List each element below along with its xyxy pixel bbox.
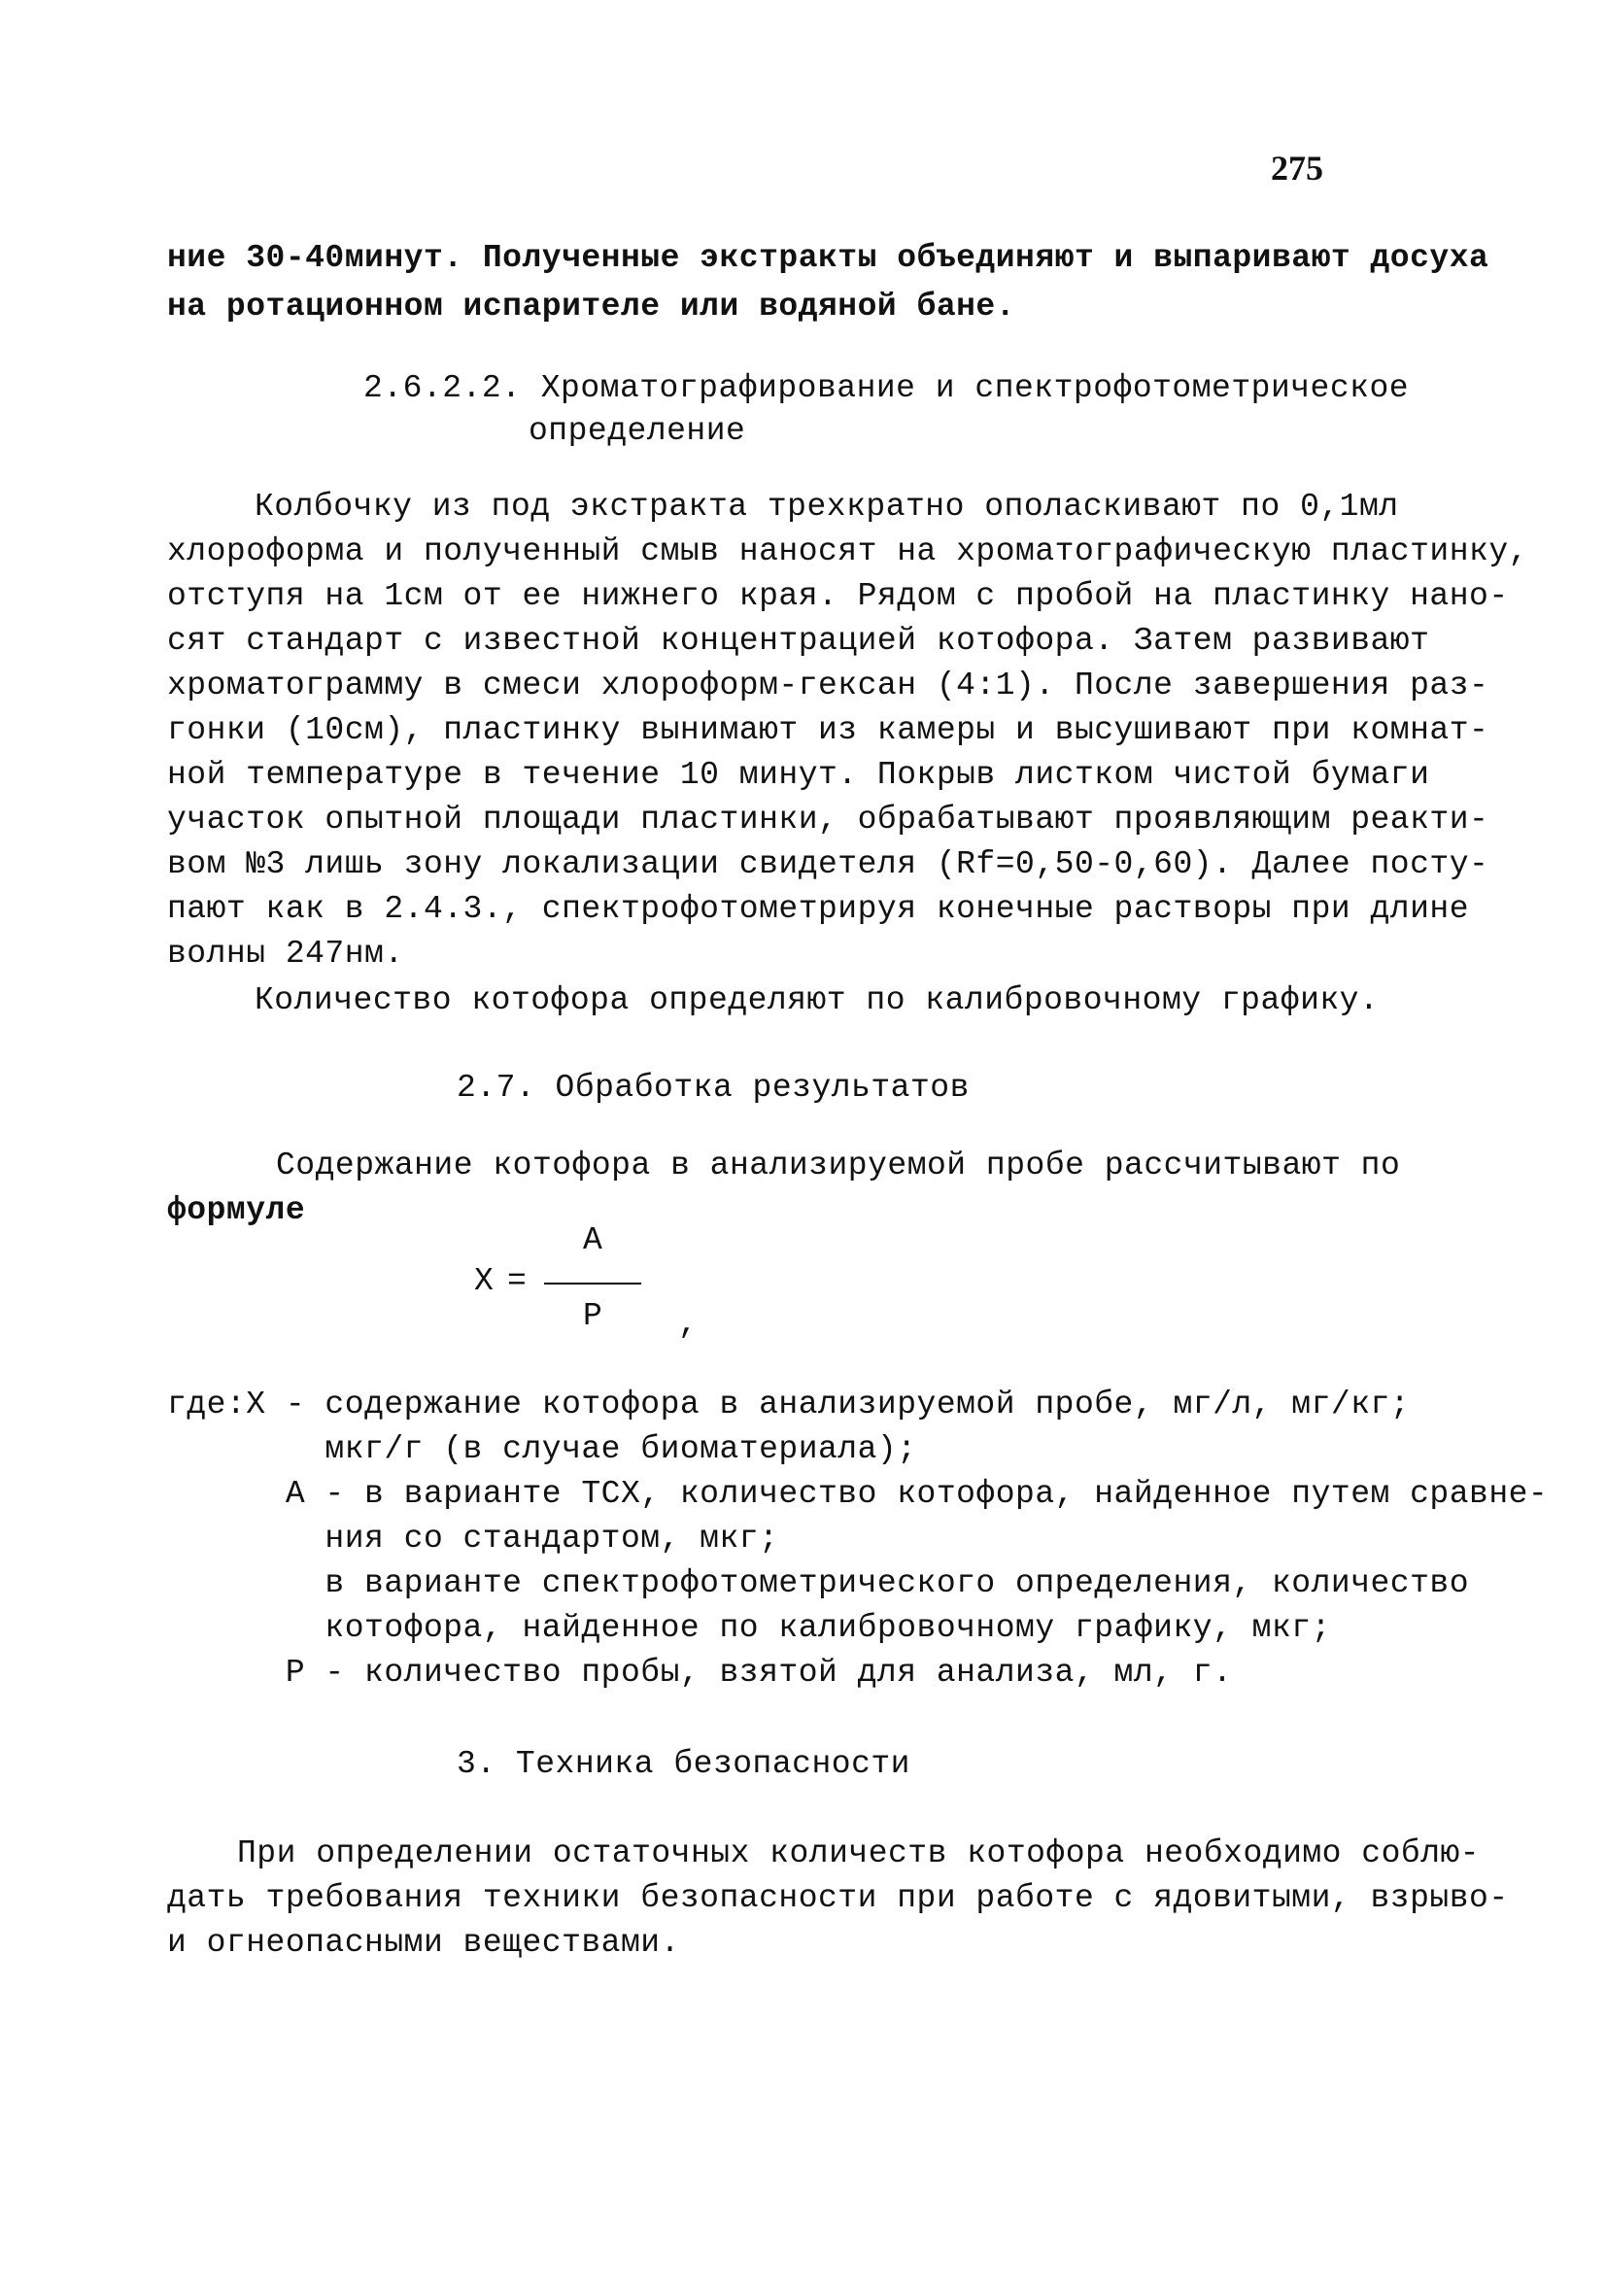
section-3-heading: 3. Техника безопасности xyxy=(457,1746,910,1782)
intro-line-2: на ротационном испарителе или водяной бане. xyxy=(167,289,1016,325)
safety-line: При определении остаточных количеств котофора необходимо соблю- xyxy=(237,1835,1481,1871)
paragraph-line: хроматограмму в смеси хлороформ-гексан (4:1). После завершения раз- xyxy=(167,668,1489,703)
paragraph-line: волны 247нм. xyxy=(167,936,404,972)
formula-trailing-comma: , xyxy=(678,1306,698,1342)
section-27-intro-line-2: формуле xyxy=(167,1192,306,1228)
formula-equals: = xyxy=(507,1263,527,1299)
paragraph-line: Колбочку из под экстракта трехкратно ополаскивают по 0,1мл xyxy=(255,489,1399,525)
safety-line: и огнеопасными веществами. xyxy=(167,1925,680,1961)
section-2622-closing: Количество котофора определяют по калибровочному графику. xyxy=(255,982,1380,1018)
intro-line-1: ние 30-40минут. Полученные экстракты объединяют и выпаривают досуха xyxy=(167,240,1489,276)
definition-line: A - в варианте ТСХ, количество котофора, найденное путем сравне- xyxy=(167,1476,1549,1512)
formula-numerator: A xyxy=(583,1222,602,1258)
section-27-intro-line-1: Содержание котофора в анализируемой пробе рассчитывают по xyxy=(276,1148,1401,1183)
section-2622-heading-line-2: определение xyxy=(529,413,746,449)
fraction-bar xyxy=(544,1283,641,1285)
definition-line: в варианте спектрофотометрического определения, количество xyxy=(167,1565,1470,1601)
section-27-heading: 2.7. Обработка результатов xyxy=(457,1070,970,1106)
page-number: 275 xyxy=(1271,149,1323,188)
paragraph-line: участок опытной площади пластинки, обрабатывают проявляющим реакти- xyxy=(167,802,1489,838)
paragraph-line: ной температуре в течение 10 минут. Покрыв листком чистой бумаги xyxy=(167,757,1430,793)
paragraph-line: гонки (10см), пластинку вынимают из камеры и высушивают при комнат- xyxy=(167,712,1489,748)
formula-denominator: P xyxy=(583,1298,602,1334)
definition-line: где:X - содержание котофора в анализируемой пробе, мг/л, мг/кг; xyxy=(167,1387,1411,1422)
definition-line: ния со стандартом, мкг; xyxy=(167,1521,779,1557)
definition-line: котофора, найденное по калибровочному графику, мкг; xyxy=(167,1610,1331,1646)
paragraph-line: вом №3 лишь зону локализации свидетеля (Rf=0,50-0,60). Далее посту- xyxy=(167,846,1489,882)
definition-line: P - количество пробы, взятой для анализа, мл, г. xyxy=(167,1655,1233,1691)
paragraph-line: хлороформа и полученный смыв наносят на хроматографическую пластинку, xyxy=(167,533,1528,569)
definition-line: мкг/г (в случае биоматериала); xyxy=(167,1431,917,1467)
paragraph-line: пают как в 2.4.3., спектрофотометрируя конечные растворы при длине xyxy=(167,891,1470,927)
formula xyxy=(474,1222,707,1349)
safety-line: дать требования техники безопасности при работе с ядовитыми, взрыво- xyxy=(167,1880,1509,1916)
paragraph-line: отступя на 1см от ее нижнего края. Рядом с пробой на пластинку нано- xyxy=(167,578,1509,614)
section-2622-heading-line-1: 2.6.2.2. Хроматографирование и спектрофотометрическое xyxy=(363,370,1410,406)
formula-lhs: X xyxy=(474,1263,494,1299)
paragraph-line: сят стандарт с известной концентрацией котофора. Затем развивают xyxy=(167,623,1430,659)
